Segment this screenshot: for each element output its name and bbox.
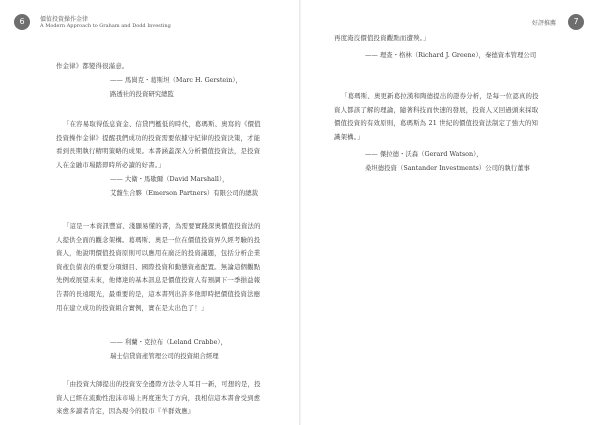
- right-page: [300, 0, 600, 425]
- running-header-subtitle: A Modern Approach to Graham and Dodd Investing: [40, 23, 171, 29]
- attribution-line: —— 傑拉德・沃森（Gerard Watson），: [365, 150, 483, 158]
- quote-text: 「在容易取得低息資金、信貸門檻低的時代，葛瑪斯、奧寫的《價值投資操作金律》提醒我們成功的投資需要依據守紀律的投資決策，才能看到長期執行精明策略的成果。本書涵蓋深入分析價值投資法，是投資人在金融市場踏即時所必讀的好書。」: [56, 120, 261, 169]
- running-header-right: 好評推薦: [532, 20, 557, 27]
- quote-text: 「由投資大師提出的投資安全邊際方法令人耳目一新，可想的是，投資人已經在流動性泡沫市場上再度迷失了方向，我相信這本書會受到愈來愈多讀者肯定，因為現今的股市『羊群效應』: [56, 380, 261, 416]
- quote-attribution: [110, 173, 280, 200]
- attribution-line: 路透社的投資研究總監: [110, 89, 174, 98]
- quote-text: 「葛瑪斯、奧更新葛拉漢和陶德提出的證券分析，是每一位認真的投資人都該了解的理論，隨著科技而快速的發展，投資人又回過頭來採取價值投資的有效原則，葛瑪斯為 21 世紀的價值投資法制定了強大的知識架構。」: [334, 92, 539, 141]
- quote-text: 作金律》都變得很滿意。: [56, 62, 129, 70]
- attribution-line: —— 大衛・馬歇爾（David Marshall），: [110, 175, 229, 183]
- attribution-line: —— 理查・格林（Richard J. Greene），秦德資本管理公司: [365, 51, 537, 59]
- page-number-right: 7: [568, 14, 584, 30]
- page-number-left: 6: [14, 14, 30, 30]
- attribution-line: 桑坦德投資（Santander Investments）公司的執行董事: [365, 163, 530, 172]
- quote-attribution: [110, 74, 280, 101]
- quote-attribution: [110, 336, 280, 363]
- quote-text: 「這是一本資訊豐富、淺顯易懂的書，為需要實踐深奧價值投資法的人提供全面的觀念架構。葛瑪斯、奧是一位在價值投資界久經考驗的投資人，他說明價值投資原則可以應用在廣泛的投資議題，包括分析企業資產負債表的重要分項細目、國際投資和動態資產配置。無論這個觀點先例或展望未來，他傳達的基本訊息是價值投資人有預調下一季損益報告書的長遠眼光，最重要的是，這本書列出許多他即時把價值投資法應用在建立成功的投資組合實例，實在是太出色了！」: [56, 222, 261, 312]
- attribution-line: 艾馥生合夥（Emerson Partners）有限公司的總裁: [110, 188, 258, 197]
- attribution-line: 瑞士信貸資產管理公司的投資組合經理: [110, 351, 219, 360]
- quote-attribution: [365, 148, 565, 175]
- quote-attribution: [365, 49, 565, 63]
- attribution-line: —— 馬崗克・葛斯坦（Marc H. Gerstein），: [110, 76, 242, 84]
- quote-text: 再度淹沒價值投資觀點而遭殃。」: [334, 34, 430, 42]
- attribution-line: —— 利蘭・克拉布（Leland Crabbe），: [110, 338, 227, 346]
- running-header-title: 價值投資操作金律: [40, 16, 89, 23]
